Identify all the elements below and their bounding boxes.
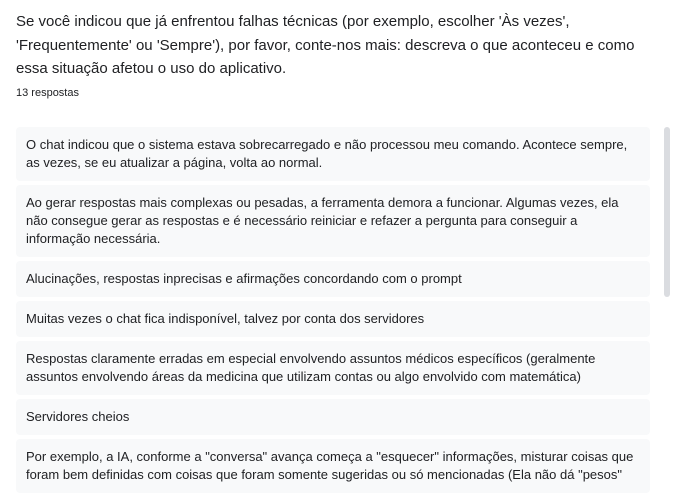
response-item: Respostas claramente erradas em especial envolvendo assuntos médicos específicos (geralmente assuntos envolvendo áreas da medicina que utilizam contas ou algo envolvido com matemática) <box>16 341 650 395</box>
response-item: Por exemplo, a IA, conforme a "conversa" avança começa a "esquecer" informações, misturar coisas que foram bem definidas com coisas que foram somente sugeridas ou só mencionadas (Ela não dá "pesos" <box>16 439 650 493</box>
question-title: Se você indicou que já enfrentou falhas técnicas (por exemplo, escolher 'Às vezes', 'Frequentemente' ou 'Sempre'), por favor, conte-nos mais: descreva o que aconteceu e como essa situação afetou o uso do aplicativo. <box>16 13 635 77</box>
response-item: Alucinações, respostas inprecisas e afirmações concordando com o prompt <box>16 261 650 297</box>
responses-list[interactable] <box>16 127 650 500</box>
response-item: Ao gerar respostas mais complexas ou pesadas, a ferramenta demora a funcionar. Algumas vezes, ela não consegue gerar as respostas e é necessário reiniciar e refazer a pergunta para conseguir a informação necessária. <box>16 185 650 257</box>
response-count: 13 respostas <box>16 87 79 99</box>
scrollbar[interactable] <box>662 127 672 500</box>
response-item: O chat indicou que o sistema estava sobrecarregado e não processou meu comando. Acontece sempre, as vezes, se eu atualizar a página, volta ao normal. <box>16 127 650 181</box>
scrollbar-thumb[interactable] <box>664 127 670 297</box>
response-item: Servidores cheios <box>16 399 650 435</box>
response-item: Muitas vezes o chat fica indisponível, talvez por conta dos servidores <box>16 301 650 337</box>
